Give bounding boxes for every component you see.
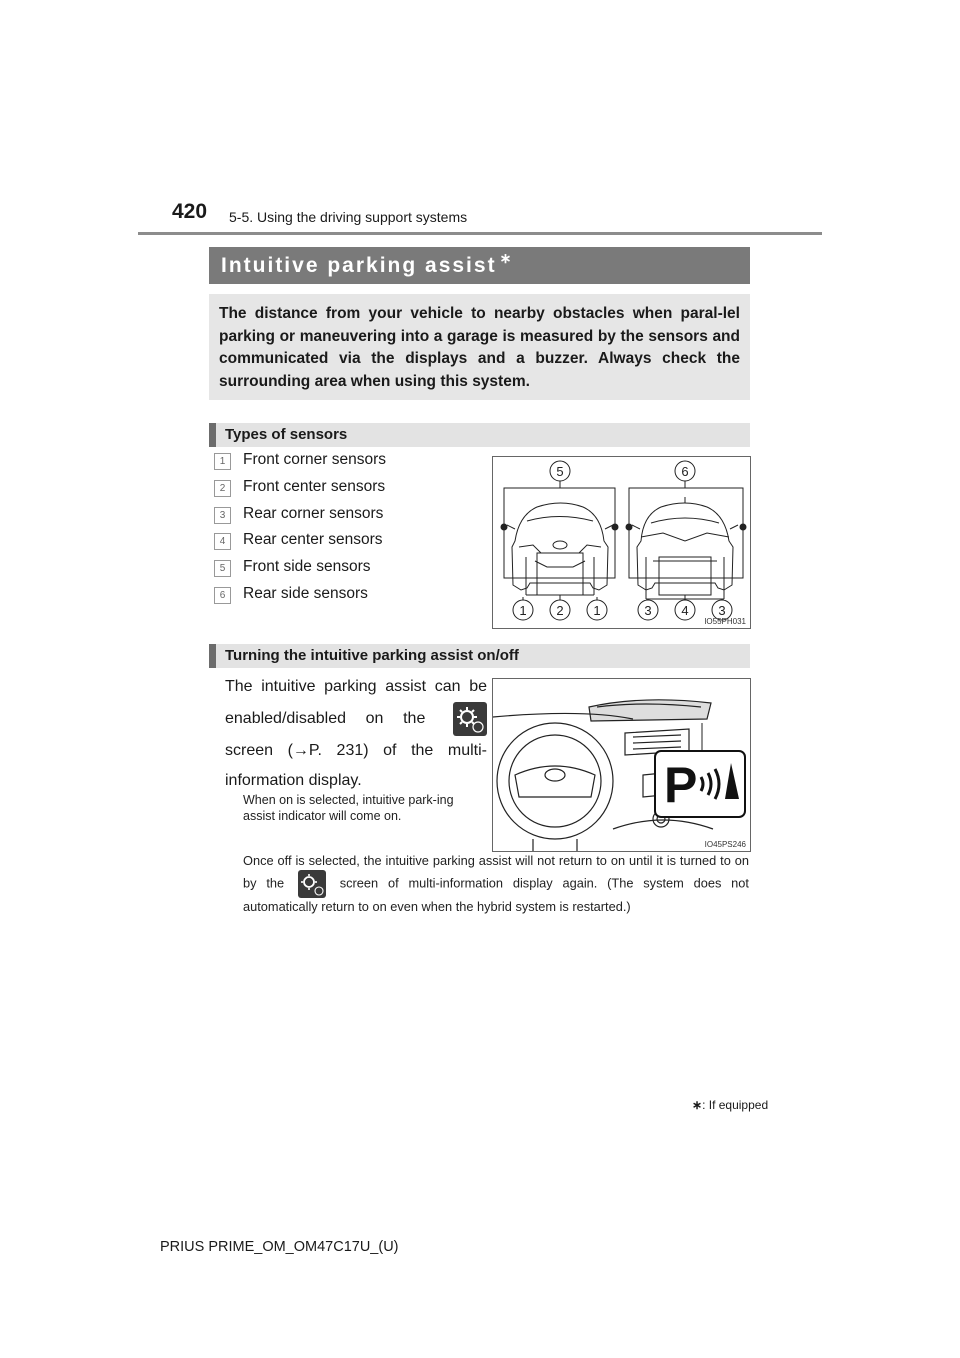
section-title [221, 250, 514, 278]
turning-heading: Turning the intuitive parking assist on/off [225, 647, 519, 664]
sensor-label: Rear center sensors [243, 531, 383, 548]
settings-icon [453, 702, 487, 736]
parking-indicator-letter: P [664, 757, 698, 813]
section-title-bar [209, 247, 750, 284]
dashboard-diagram [493, 679, 750, 851]
intro-box [209, 294, 750, 400]
callout-label: 5 [556, 464, 564, 479]
asterisk-mark: ∗ [499, 250, 514, 266]
callout-label: 2 [556, 603, 564, 618]
settings-icon [298, 870, 326, 898]
types-heading-bar [209, 423, 750, 447]
sensor-label: Front center sensors [243, 478, 386, 495]
sensor-figure [492, 456, 751, 629]
intro-text: The distance from your vehicle to nearby obstacles when paral-lel parking or maneuvering into a garage is measured by the sensors and communicated via the displays and a buzzer. Always check the surrounding area when using this system. [219, 305, 740, 390]
page-number: 420 [172, 200, 208, 223]
callout-label: 3 [718, 603, 726, 618]
note-wide-part-2: screen of multi-information display again. (The system does not automatically return to on even when the hybrid system is restarted.) [243, 875, 749, 914]
number-box: 3 [214, 507, 231, 524]
callout-label: 1 [519, 603, 527, 618]
figure-code: IO55PH031 [704, 617, 746, 626]
sensor-diagram [493, 457, 750, 628]
asterisk-mark: ∗ [692, 1098, 703, 1112]
callout-label: 6 [681, 464, 689, 479]
para-part-1: The intuitive parking assist can be enabled/disabled on the [225, 678, 487, 728]
heading-accent [209, 423, 216, 447]
dashboard-figure [492, 678, 751, 852]
sensor-label: Rear corner sensors [243, 505, 384, 522]
turning-heading-bar [209, 644, 750, 668]
types-heading: Types of sensors [225, 426, 348, 443]
section-title-text: Intuitive parking assist [221, 254, 497, 277]
footnote-text: : If equipped [702, 1098, 769, 1112]
number-box: 2 [214, 480, 231, 497]
callout-label: 4 [681, 603, 689, 618]
number-box: 5 [214, 560, 231, 577]
number-box: 4 [214, 533, 231, 550]
number-box: 1 [214, 453, 231, 470]
number-box: 6 [214, 587, 231, 604]
callout-label: 1 [593, 603, 601, 618]
note-small: When on is selected, intuitive park-ing assist indicator will come on. [243, 793, 454, 823]
document-footer: PRIUS PRIME_OM_OM47C17U_(U) [160, 1239, 399, 1255]
heading-accent [209, 644, 216, 668]
sensor-label: Rear side sensors [243, 585, 368, 602]
note-wide-part-1: Once off is selected, the intuitive parking assist will not return to on until it is turned to on by the [243, 853, 749, 891]
callout-label: 3 [644, 603, 652, 618]
sensor-label: Front side sensors [243, 558, 371, 575]
chapter-title: 5-5. Using the driving support systems [229, 209, 468, 225]
sensor-label: Front corner sensors [243, 451, 386, 468]
para-part-2: screen (→P. 231) of the multi-information display. [225, 742, 487, 789]
footnote [692, 1098, 768, 1112]
figure-code: IO45PS246 [704, 840, 746, 849]
body-paragraph [225, 672, 487, 796]
header-rule [138, 232, 822, 235]
note-wide [243, 852, 749, 916]
